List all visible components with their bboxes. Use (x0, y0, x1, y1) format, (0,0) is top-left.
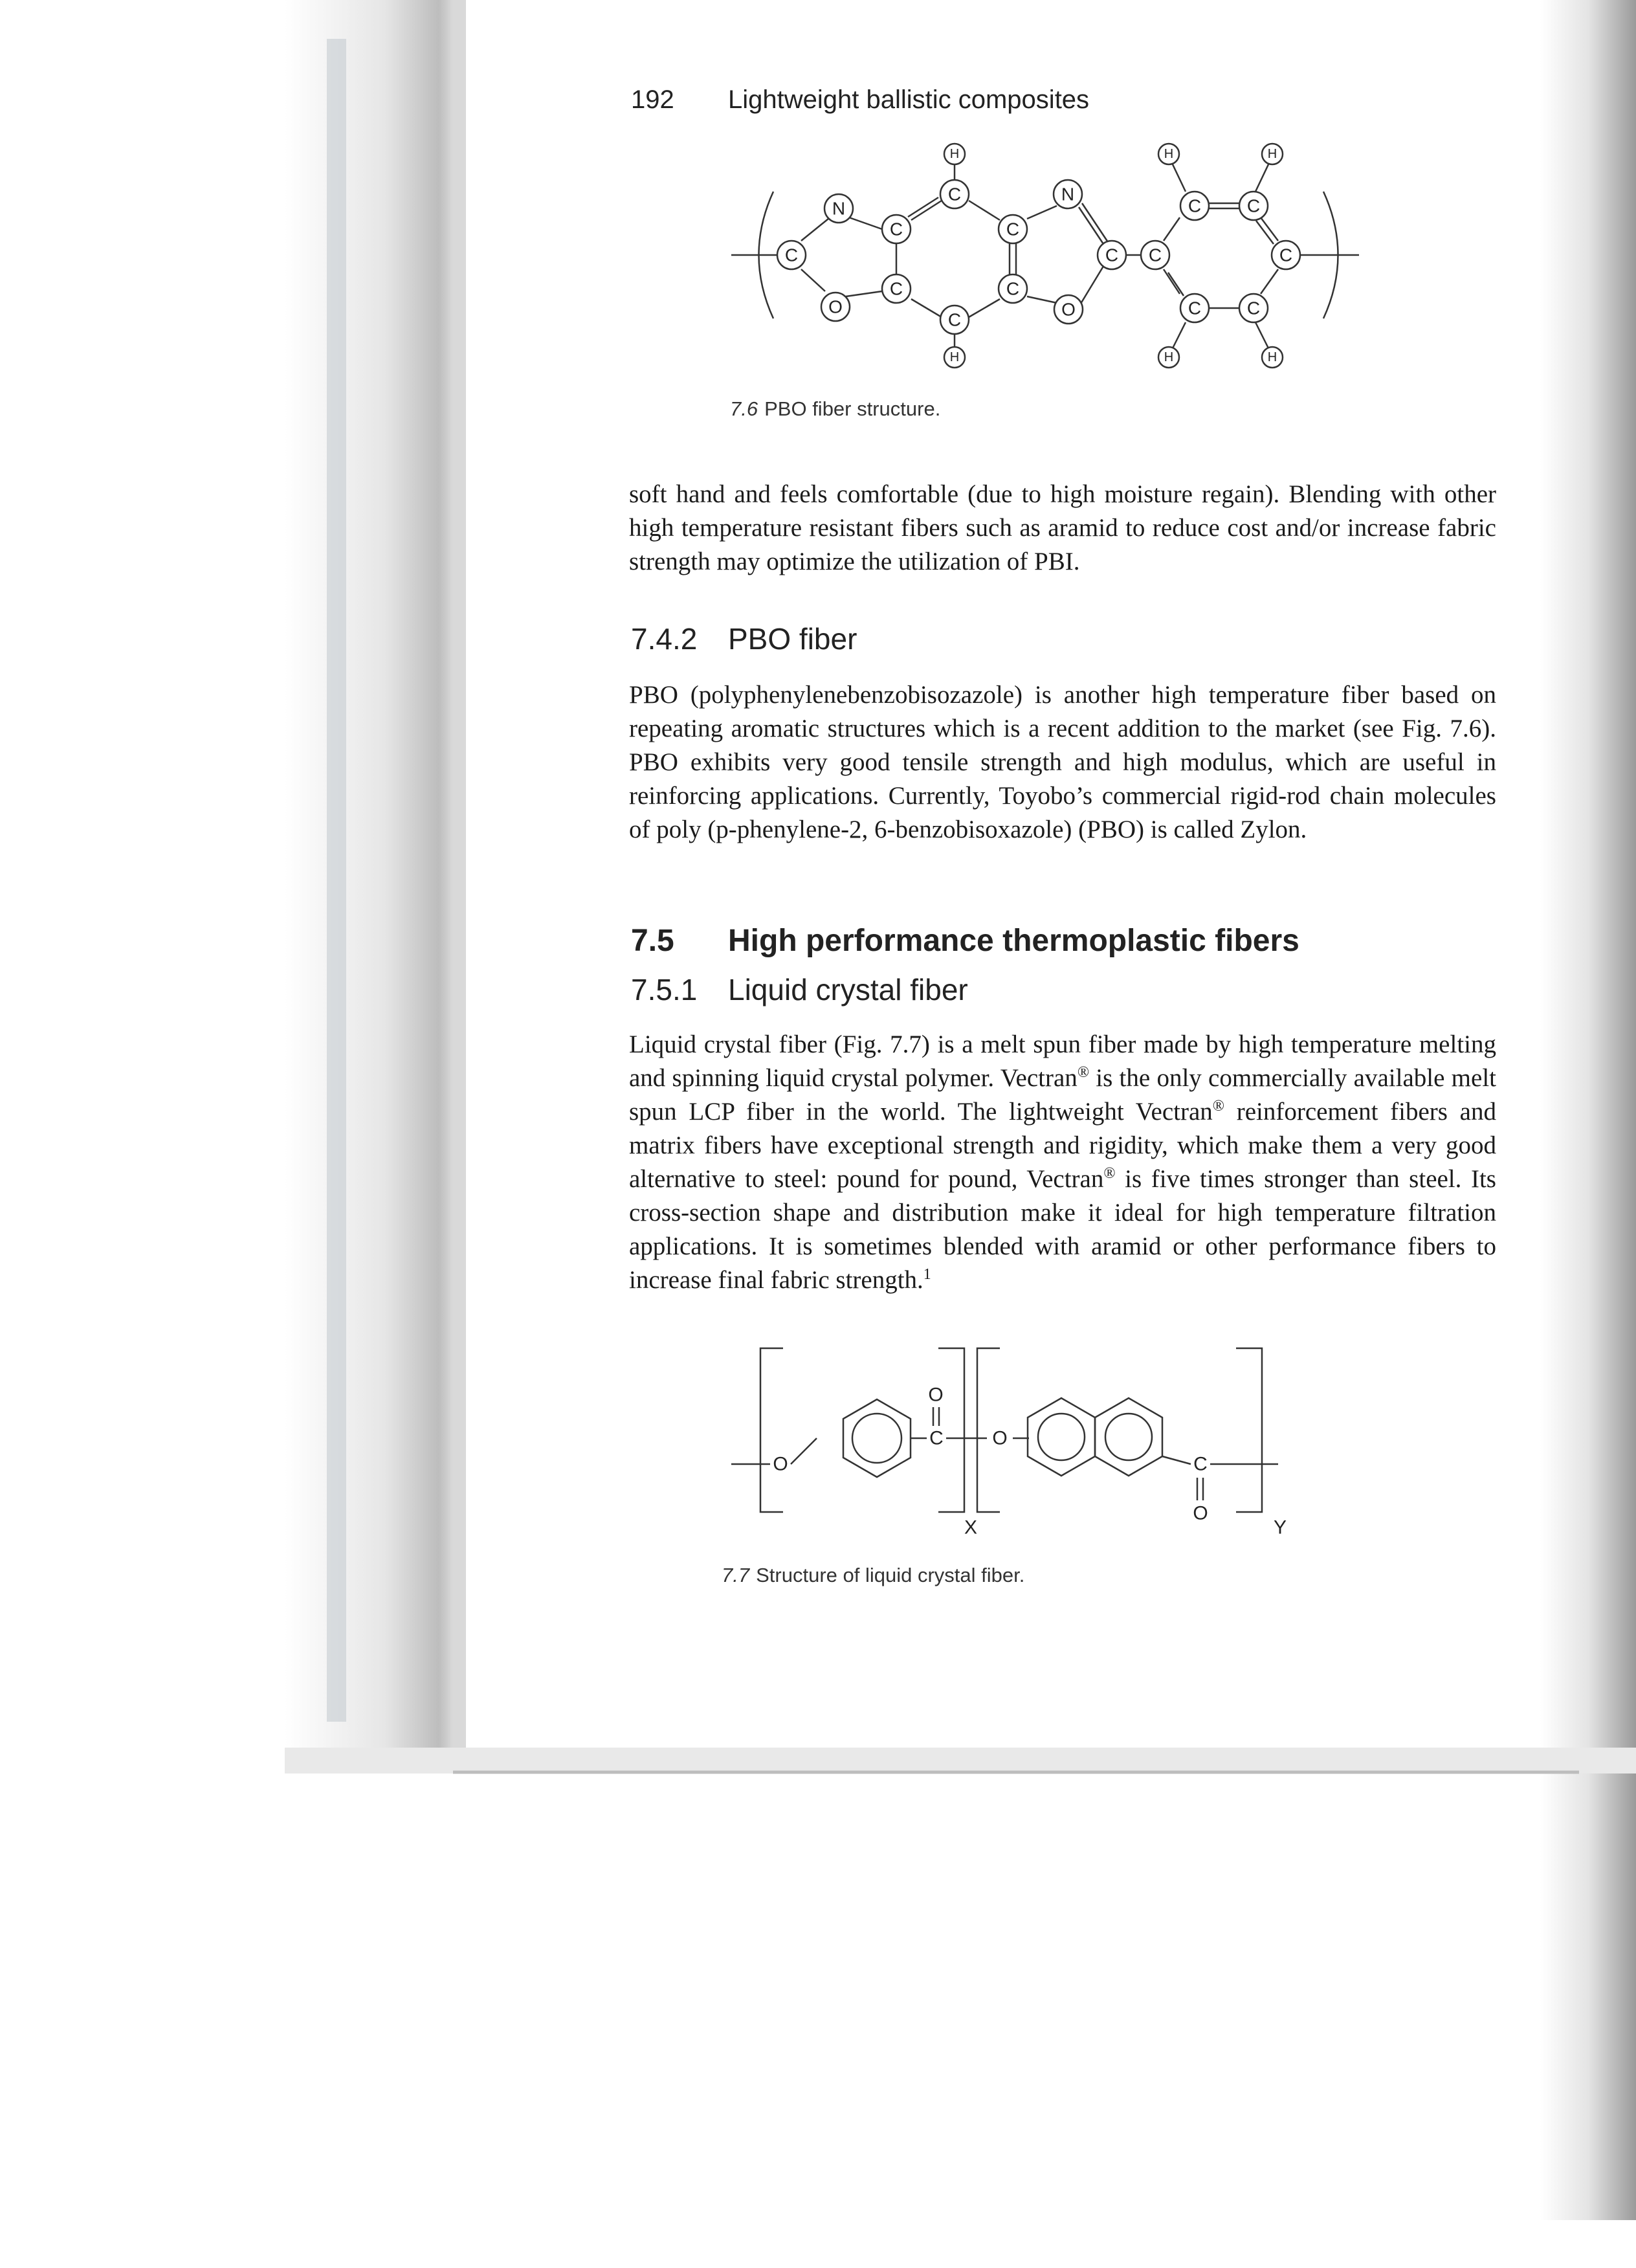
running-title: Lightweight ballistic composites (728, 85, 1090, 114)
atom-c: C (1279, 245, 1293, 265)
figure-7-7-caption (722, 1564, 1024, 1587)
footnote-ref: 1 (923, 1266, 931, 1283)
atom-o: O (1061, 299, 1076, 320)
figure-number: 7.7 (722, 1564, 750, 1586)
atom-h: H (1267, 147, 1277, 161)
figure-number: 7.6 (730, 397, 758, 420)
atom-h: H (1164, 350, 1174, 364)
atom-c: C (947, 184, 962, 205)
section-title: High performance thermoplastic fibers (728, 924, 1299, 958)
caption-text: PBO fiber structure. (764, 397, 941, 420)
paragraph-pbi-continued: soft hand and feels comfortable (due to high moisture regain). Blending with other high temperature resistant fibers such as aramid to reduce cost and/or increase fabric strength may optimize the utilization of PBI. (629, 480, 1496, 575)
section-number: 7.4.2 (631, 622, 698, 656)
atom-c: C (1006, 219, 1020, 239)
section-heading-7-4-2 (631, 621, 857, 656)
label-o: O (992, 1427, 1008, 1449)
caption-text: Structure of liquid crystal fiber. (756, 1564, 1025, 1586)
atom-h: H (1164, 147, 1174, 161)
atom-c: C (1246, 298, 1261, 318)
section-number: 7.5 (631, 924, 674, 958)
section-heading-7-5-1 (631, 972, 968, 1007)
label-c: C (929, 1427, 944, 1449)
section-heading-7-5 (631, 923, 1299, 959)
atom-c: C (1246, 195, 1261, 216)
paragraph-pbo-fiber: PBO (polyphenylenebenzobisozazole) is another high temperature fiber based on repeating aromatic structures which is a recent addition to the market (see Fig. 7.6). PBO exhibits very good tensile strength and high modulus, which are useful in reinforcing applications. Currently, Toyobo’s commercial rigid-rod chain molecules of poly (p-phenylene-2, 6-benzobisoxazole) (PBO) is called Zylon. (629, 681, 1496, 843)
atom-h: H (949, 147, 960, 161)
atom-c: C (1006, 278, 1020, 299)
label-x: X (964, 1517, 978, 1539)
atom-o: O (828, 296, 843, 317)
paragraph-liquid-crystal-fiber: Liquid crystal fiber (Fig. 7.7) is a melt spun fiber made by high temperature melting and spinning liquid crystal polymer. Vectran® is the only commercially available melt spun LCP fiber in the world. The lightweight Vectran® reinforcement fibers and matrix fibers have exceptional strength and rigidity, which make them a very good alternative to steel: pound for pound, Vectran® is five times stronger than steel. Its cross-section shape and distribution make it ideal for high temperature filtration applications. It is sometimes blended with aramid or other performance fibers to increase final fabric strength.$^1$ (629, 1030, 1496, 1294)
figure-7-6-caption (730, 397, 940, 421)
atom-c: C (1105, 245, 1119, 265)
figure-7-6 (699, 136, 1378, 382)
atom-c: C (889, 219, 903, 239)
label-c: C (1193, 1453, 1208, 1475)
atom-c: C (889, 278, 903, 299)
atom-c: C (1188, 298, 1202, 318)
label-o: O (928, 1384, 944, 1406)
atom-h: H (1267, 350, 1277, 364)
atom-c: C (784, 245, 799, 265)
atom-n: N (832, 198, 846, 219)
running-head (631, 85, 1089, 115)
atom-c: C (1188, 195, 1202, 216)
section-title: Liquid crystal fiber (728, 973, 968, 1006)
atom-h: H (949, 350, 960, 364)
atom-n: N (1061, 184, 1075, 205)
atom-c: C (947, 309, 962, 330)
atom-c: C (1148, 245, 1162, 265)
figure-7-7 (712, 1333, 1307, 1553)
page-number: 192 (631, 85, 674, 114)
section-number: 7.5.1 (631, 973, 698, 1006)
label-o: O (773, 1453, 788, 1475)
label-y: Y (1273, 1517, 1287, 1539)
label-o: O (1193, 1502, 1208, 1524)
section-title: PBO fiber (728, 622, 857, 656)
